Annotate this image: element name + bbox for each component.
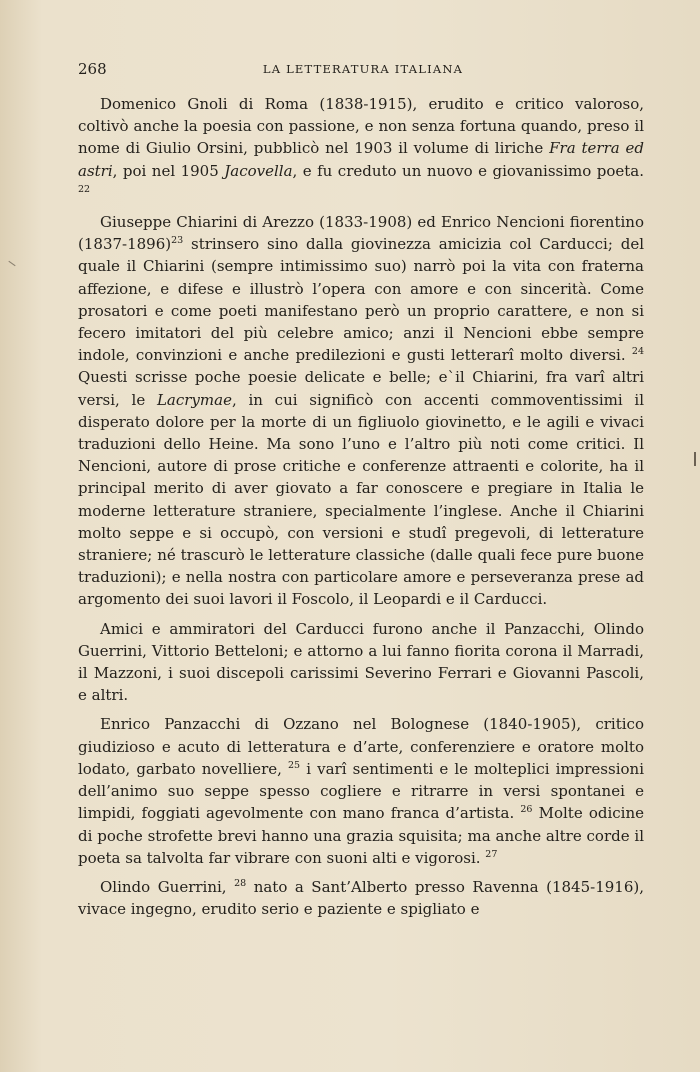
italic-title: Jacovella [224,161,293,180]
text-run: i varî sentimenti e le molteplici impressioni dell’animo suo seppe spesso cogliere e ritrarre in versi spontanei e limpidi, foggiati agevolmente con mano franca d’artista. [78,759,644,823]
text-run: strinsero sino dalla giovinezza amicizia col Carducci; del quale il Chiarini (sempre intimissimo suo) narrò poi la vita con fraterna affezione, e difese e illustrò l’opera con amore e con sincerità. Come prosatori e come poeti manifestano però un proprio carattere, e non si fecero imitatori del più celebre amico; anzi il Nencioni ebbe sempre indole, convinzioni e anche predilezioni e gusti letterarî molto diversi. [78,235,644,365]
paragraph [78,93,644,204]
paragraph [78,211,644,611]
footnote-ref: 27 [485,848,498,860]
margin-pencil-mark [8,261,15,266]
text-run: Amici e ammiratori del Carducci furono anche il Panzacchi, Olindo Guerrini, Vittorio Betteloni; e attorno a lui fanno fiorita corona il Marradi, il Mazzoni, i suoi discepoli carissimi Severino Ferrari e Giovanni Pascoli, e altri. [78,619,644,705]
text-run: Enrico Panzacchi di Ozzano nel Bolognese (1840-1905), critico giudizioso e acuto di letteratura e d’arte, conferenziere e oratore molto lodato, garbato novelliere, [78,715,644,778]
footnote-ref: 25 [288,759,301,771]
footnote-ref: 23 [171,235,184,247]
footnote-ref: 28 [234,877,247,889]
paragraph [78,618,644,707]
margin-ink-mark [694,452,696,466]
page-number: 268 [78,60,107,78]
text-run: Molte odicine di poche strofette brevi hanno una grazia squisita; ma anche altre corde il poeta sa talvolta far vibrare con suoni alti e vigorosi. [78,804,644,867]
text-run: nato a Sant’Alberto presso Ravenna (1845-1916), vivace ingegno, erudito serio e paziente e spigliato e [78,877,645,919]
text-run: Olindo Guerrini, [100,877,235,896]
running-header [78,60,648,88]
paragraph [78,713,644,868]
footnote-ref: 24 [631,346,644,358]
paragraph [78,876,644,920]
body-text [78,93,644,920]
italic-title: Fra terra ed astri [78,139,644,180]
running-title: LA LETTERATURA ITALIANA [262,62,464,76]
text-run: Giuseppe Chiarini di Arezzo (1833-1908) ed Enrico Nencioni fiorentino (1837-1896) [78,213,644,254]
text-run: , poi nel 1905 [112,161,225,180]
text-run: Domenico Gnoli di Roma (1838-1915), erudito e critico valoroso, coltivò anche la poesia con passione, e non senza fortuna quando, preso il nome di Giulio Orsini, pubblicò nel 1903 il volume di liriche [78,95,644,158]
text-run: , e fu creduto un nuovo e giovanissimo poeta. [292,161,645,180]
italic-title: Lacrymae [156,390,232,409]
text-run: Questi scrisse poche poesie delicate e belle; e`il Chiarini, fra varî altri versi, le [78,368,644,409]
footnote-ref: 26 [520,804,533,816]
footnote-ref: 22 [78,183,91,195]
text-run: , in cui significò con accenti commoventissimi il disperato dolore per la morte di un figliuolo giovinetto, e le agili e vivaci traduzioni dello Heine. Ma sono l’uno e l’altro più noti come critici. Il Nencioni, autore di prose critiche e conferenze attraenti e colorite, ha il principal merito di aver giovato a far conoscere e pregiare in Italia le moderne letterature straniere, specialmente l’inglese. Anche il Chiarini molto seppe e si occupò, con versioni e studî pregevoli, di letterature straniere; né trascurò le letterature classiche (dalle quali fece pure buone traduzioni); e nella nostra con particolare amore e perseveranza prese ad argomento dei suoi lavori il Foscolo, il Leopardi e il Carducci. [78,390,644,609]
